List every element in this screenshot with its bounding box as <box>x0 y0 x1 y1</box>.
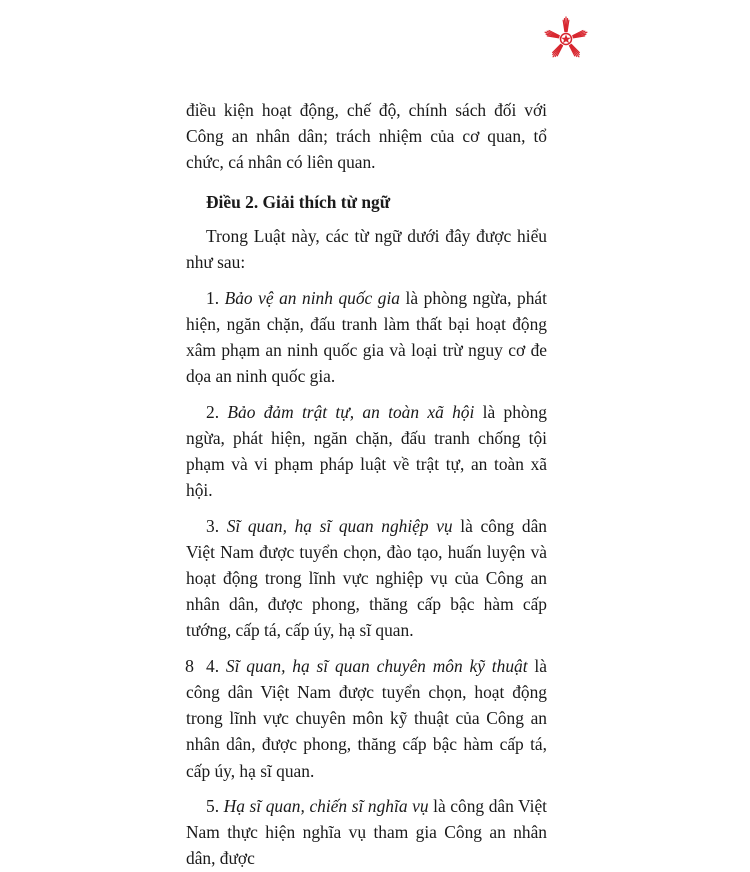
definition-item-4: 4. Sĩ quan, hạ sĩ quan chuyên môn kỹ thuật là công dân Việt Nam được tuyển chọn, hoạt động trong lĩnh vực chuyên môn kỹ thuật của Công an nhân dân, được phong, thăng cấp bậc hàm cấp tá, cấp úy, hạ sĩ quan. <box>186 656 547 781</box>
publisher-star-emblem-icon <box>541 14 591 64</box>
defined-term: Hạ sĩ quan, chiến sĩ nghĩa vụ <box>223 796 429 817</box>
article-lead: Trong Luật này, các từ ngữ dưới đây được hiểu như sau: <box>186 226 547 273</box>
definition-item-5: 5. Hạ sĩ quan, chiến sĩ nghĩa vụ là công dân Việt Nam thực hiện nghĩa vụ tham gia Công an nhân dân, được <box>186 796 547 869</box>
defined-term: Bảo đảm trật tự, an toàn xã hội <box>227 402 475 423</box>
definition-item-3: 3. Sĩ quan, hạ sĩ quan nghiệp vụ là công dân Việt Nam được tuyển chọn, đào tạo, huấn luyện và hoạt động trong lĩnh vực nghiệp vụ của Công an nhân dân, được phong, thăng cấp bậc hàm cấp tướng, cấp tá, cấp úy, hạ sĩ quan. <box>186 516 547 641</box>
defined-term: Sĩ quan, hạ sĩ quan nghiệp vụ <box>226 516 453 537</box>
definition-item-2: 2. Bảo đảm trật tự, an toàn xã hội là phòng ngừa, phát hiện, ngăn chặn, đấu tranh chống tội phạm và vi phạm pháp luật về trật tự, an toàn xã hội. <box>186 402 547 501</box>
defined-term: Bảo vệ an ninh quốc gia <box>224 288 401 309</box>
article-heading: Điều 2. Giải thích từ ngữ <box>206 192 391 213</box>
page-number: 8 <box>185 656 194 676</box>
definition-item-1: 1. Bảo vệ an ninh quốc gia là phòng ngừa, phát hiện, ngăn chặn, đấu tranh làm thất bại hoạt động xâm phạm an ninh quốc gia và loại trừ nguy cơ đe dọa an ninh quốc gia. <box>186 288 547 387</box>
article-text <box>186 97 547 872</box>
intro-continuation: điều kiện hoạt động, chế độ, chính sách đối với Công an nhân dân; trách nhiệm của cơ quan, tổ chức, cá nhân có liên quan. <box>186 100 547 173</box>
defined-term: Sĩ quan, hạ sĩ quan chuyên môn kỹ thuật <box>225 656 528 677</box>
